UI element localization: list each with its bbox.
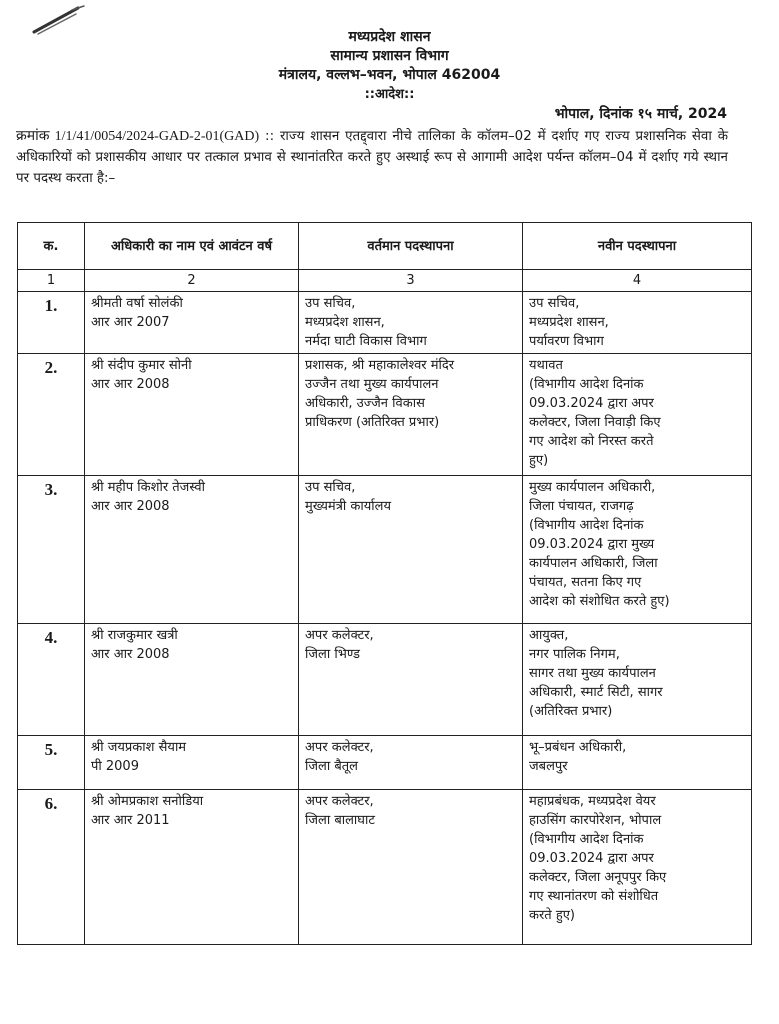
current-posting-cell xyxy=(299,354,523,476)
new-posting-line: हुए) xyxy=(529,453,549,468)
current-posting-line: उप सचिव, xyxy=(305,296,356,311)
new-posting-line: करते हुए) xyxy=(529,908,576,923)
new-posting-line: जिला पंचायत, राजगढ़ xyxy=(529,499,634,514)
header-new-posting: नवीन पदस्थापना xyxy=(523,223,752,270)
current-posting-line: प्राधिकरण (अतिरिक्त प्रभार) xyxy=(305,415,440,430)
column-number: 4 xyxy=(523,270,752,292)
current-posting-cell xyxy=(299,476,523,624)
table-row xyxy=(18,354,752,476)
officer-name: श्री जयप्रकाश सैयाम xyxy=(91,740,187,755)
document-header xyxy=(0,28,779,104)
serial-number: 3. xyxy=(18,476,85,624)
new-posting-cell xyxy=(523,292,752,354)
column-number: 3 xyxy=(299,270,523,292)
new-posting-line: यथावत xyxy=(529,358,563,373)
serial-number: 2. xyxy=(18,354,85,476)
officer-batch: आर आर 2008 xyxy=(91,377,170,392)
new-posting-line: (विभागीय आदेश दिनांक xyxy=(529,518,644,533)
new-posting-line: हाउसिंग कारपोरेशन, भोपाल xyxy=(529,813,662,828)
current-posting-line: उप सचिव, xyxy=(305,480,356,495)
new-posting-line: जबलपुर xyxy=(529,759,568,774)
serial-number: 5. xyxy=(18,736,85,790)
serial-number: 1. xyxy=(18,292,85,354)
header-officer-name: अधिकारी का नाम एवं आवंटन वर्ष xyxy=(85,223,299,270)
new-posting-cell xyxy=(523,790,752,945)
new-posting-line: आदेश को संशोधित करते हुए) xyxy=(529,594,670,609)
table-row xyxy=(18,736,752,790)
table-row xyxy=(18,790,752,945)
new-posting-line: उप सचिव, xyxy=(529,296,580,311)
current-posting-cell xyxy=(299,624,523,736)
intro-paragraph xyxy=(16,126,728,189)
current-posting-cell xyxy=(299,292,523,354)
header-sno: क. xyxy=(18,223,85,270)
column-number-row xyxy=(18,270,752,292)
new-posting-line: 09.03.2024 द्वारा मुख्य xyxy=(529,537,655,552)
new-posting-line: 09.03.2024 द्वारा अपर xyxy=(529,851,654,866)
new-posting-line: पर्यावरण विभाग xyxy=(529,334,604,349)
new-posting-line: महाप्रबंधक, मध्यप्रदेश वेयर xyxy=(529,794,656,809)
current-posting-cell xyxy=(299,790,523,945)
new-posting-cell xyxy=(523,476,752,624)
current-posting-line: मुख्यमंत्री कार्यालय xyxy=(305,499,391,514)
current-posting-line: मध्यप्रदेश शासन, xyxy=(305,315,385,330)
table-row xyxy=(18,624,752,736)
new-posting-cell xyxy=(523,354,752,476)
table-header-row xyxy=(18,223,752,270)
current-posting-line: अधिकारी, उज्जैन विकास xyxy=(305,396,425,411)
new-posting-cell xyxy=(523,736,752,790)
current-posting-line: अपर कलेक्टर, xyxy=(305,794,374,809)
order-title: ::आदेश:: xyxy=(364,87,415,102)
officer-cell xyxy=(85,292,299,354)
table-body xyxy=(18,292,752,945)
current-posting-line: अपर कलेक्टर, xyxy=(305,740,374,755)
header-address: मंत्रालय, वल्लभ–भवन, भोपाल 462004 xyxy=(278,67,501,83)
current-posting-line: नर्मदा घाटी विकास विभाग xyxy=(305,334,427,349)
serial-number: 4. xyxy=(18,624,85,736)
officer-name: श्री राजकुमार खत्री xyxy=(91,628,178,643)
current-posting-line: जिला बालाघाट xyxy=(305,813,375,828)
current-posting-cell xyxy=(299,736,523,790)
table-row xyxy=(18,476,752,624)
officer-cell xyxy=(85,624,299,736)
new-posting-line: भू–प्रबंधन अधिकारी, xyxy=(529,740,627,755)
new-posting-line: (विभागीय आदेश दिनांक xyxy=(529,832,644,847)
new-posting-line: गए स्थानांतरण को संशोधित xyxy=(529,889,659,904)
header-government: मध्यप्रदेश शासन xyxy=(348,29,431,45)
transfer-table xyxy=(17,222,752,945)
officer-batch: पी 2009 xyxy=(91,759,139,774)
new-posting-cell xyxy=(523,624,752,736)
officer-batch: आर आर 2008 xyxy=(91,647,170,662)
new-posting-line: कार्यपालन अधिकारी, जिला xyxy=(529,556,658,571)
new-posting-line: आयुक्त, xyxy=(529,628,569,643)
current-posting-line: अपर कलेक्टर, xyxy=(305,628,374,643)
new-posting-line: मध्यप्रदेश शासन, xyxy=(529,315,609,330)
new-posting-line: गए आदेश को निरस्त करते xyxy=(529,434,654,449)
intro-text: :: राज्य शासन एतद्द्वारा नीचे तालिका के कॉलम–02 में दर्शाए गए राज्य प्रशासनिक सेवा के अधिकारियों को प्रशासकीय आधार पर तत्काल प्रभाव से स्थानांतरित करते हुए अस्थाई रूप से आगामी आदेश पर्यन्त कॉलम–04 में दर्शाए गये स्थान पर पदस्थ करता है:– xyxy=(16,129,728,186)
new-posting-line: कलेक्टर, जिला अनूपपुर किए xyxy=(529,870,667,885)
serial-number: 6. xyxy=(18,790,85,945)
new-posting-line: सागर तथा मुख्य कार्यपालन xyxy=(529,666,656,681)
column-number: 1 xyxy=(18,270,85,292)
officer-name: श्रीमती वर्षा सोलंकी xyxy=(91,296,183,311)
new-posting-line: पंचायत, सतना किए गए xyxy=(529,575,642,590)
new-posting-line: (विभागीय आदेश दिनांक xyxy=(529,377,644,392)
new-posting-line: अधिकारी, स्मार्ट सिटी, सागर xyxy=(529,685,663,700)
officer-cell xyxy=(85,476,299,624)
officer-cell xyxy=(85,736,299,790)
new-posting-line: 09.03.2024 द्वारा अपर xyxy=(529,396,654,411)
current-posting-line: प्रशासक, श्री महाकालेश्वर मंदिर xyxy=(305,358,455,373)
officer-name: श्री ओमप्रकाश सनोडिया xyxy=(91,794,204,809)
current-posting-line: उज्जैन तथा मुख्य कार्यपालन xyxy=(305,377,439,392)
header-department: सामान्य प्रशासन विभाग xyxy=(330,48,449,64)
officer-batch: आर आर 2007 xyxy=(91,315,170,330)
column-number: 2 xyxy=(85,270,299,292)
officer-cell xyxy=(85,790,299,945)
table-row xyxy=(18,292,752,354)
officer-batch: आर आर 2008 xyxy=(91,499,170,514)
officer-batch: आर आर 2011 xyxy=(91,813,170,828)
new-posting-line: (अतिरिक्त प्रभार) xyxy=(529,704,613,719)
header-current-posting: वर्तमान पदस्थापना xyxy=(299,223,523,270)
new-posting-line: मुख्य कार्यपालन अधिकारी, xyxy=(529,480,656,495)
current-posting-line: जिला भिण्ड xyxy=(305,647,360,662)
officer-name: श्री महीप किशोर तेजस्वी xyxy=(91,480,205,495)
officer-name: श्री संदीप कुमार सोनी xyxy=(91,358,192,373)
date-line: भोपाल, दिनांक १५ मार्च, 2024 xyxy=(554,106,727,122)
officer-cell xyxy=(85,354,299,476)
new-posting-line: कलेक्टर, जिला निवाड़ी किए xyxy=(529,415,661,430)
new-posting-line: नगर पालिक निगम, xyxy=(529,647,620,662)
current-posting-line: जिला बैतूल xyxy=(305,759,358,774)
order-reference: क्रमांक 1/1/41/0054/2024-GAD-2-01(GAD) xyxy=(16,129,260,144)
